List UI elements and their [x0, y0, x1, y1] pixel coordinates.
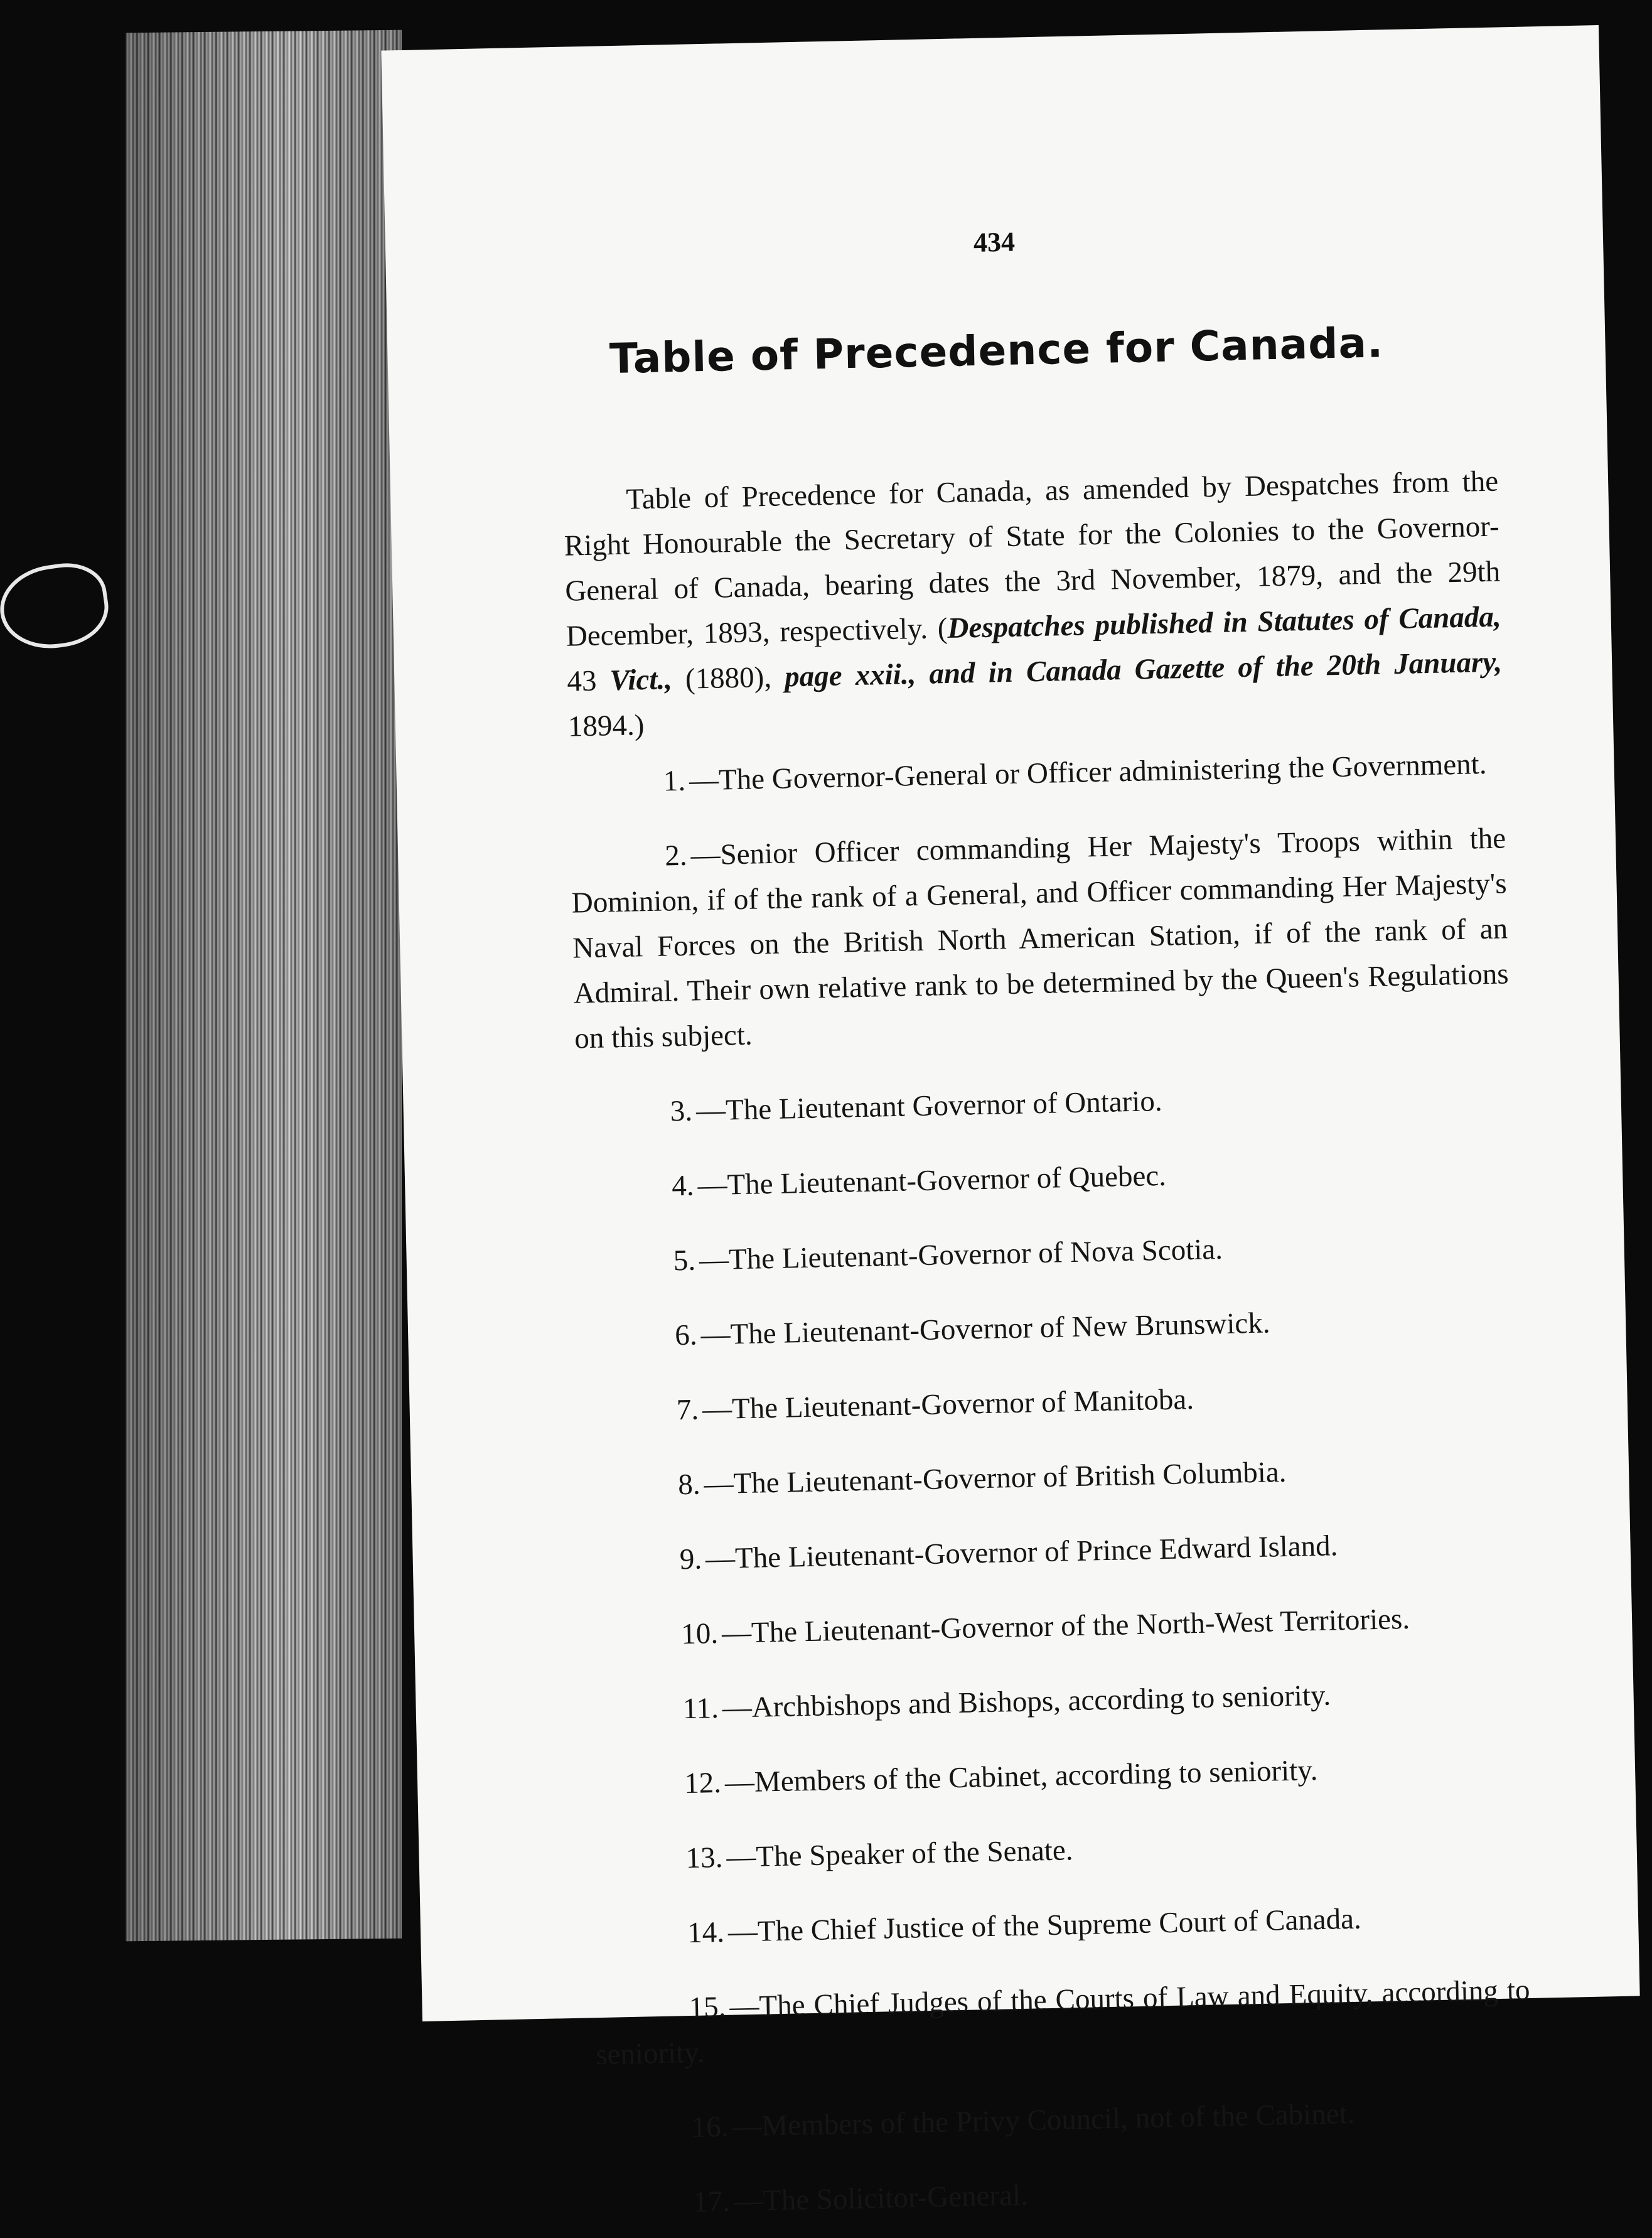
page-title: Table of Precedence for Canada.: [609, 318, 1384, 384]
entry-number: 6.: [674, 1318, 698, 1352]
preamble-paragraph: [563, 459, 1504, 750]
entry-number: 12.: [684, 1766, 722, 1800]
entry-number: 15.: [689, 1990, 727, 2025]
entry-text: —The Solicitor-General.: [733, 2178, 1029, 2218]
entry-number: 8.: [677, 1468, 701, 1502]
entry-text: —Archbishops and Bishops, according to seniority.: [722, 1679, 1331, 1724]
precedence-entry: [597, 2087, 1533, 2152]
entry-number: 3.: [670, 1094, 693, 1128]
preamble-ref-c: Vict.,: [609, 663, 673, 697]
entry-text: —The Lieutenant-Governor of Nova Scotia.: [699, 1233, 1223, 1277]
entry-number: 13.: [685, 1841, 724, 1875]
entry-number: 14.: [687, 1915, 725, 1950]
precedence-entry: [576, 1071, 1511, 1136]
precedence-entry: [581, 1295, 1516, 1360]
precedence-entry: [582, 1370, 1518, 1434]
precedence-entry: [593, 1893, 1529, 1957]
entry-text: —The Chief Judges of the Courts of Law and Equity, according to seniority.: [595, 1974, 1530, 2072]
preamble-ref-f: 1894.): [567, 709, 645, 743]
precedence-entry: [598, 2162, 1534, 2227]
entry-text: —The Lieutenant-Governor of New Brunswick.: [700, 1306, 1270, 1352]
book-page-edges: [126, 30, 402, 1942]
entry-text: —The Speaker of the Senate.: [726, 1834, 1073, 1874]
page-number: 434: [973, 226, 1016, 258]
precedence-entry: [590, 1743, 1526, 1808]
entry-text: —Members of the Privy Council, not of the Cabinet.: [731, 2097, 1355, 2143]
entry-number: 17.: [692, 2185, 731, 2219]
preamble-text: Table of Precedence for Canada, as amended by Despatches from the Right Honourable the Secretary of State for the Colonies to the Governor-General of Canada, bearing dates the 3rd November, 1879, and the 29th December, 1893, respectively. (: [564, 465, 1501, 653]
entry-number: 16.: [691, 2110, 729, 2144]
preamble-ref-e: page xxii., and in Canada Gazette of the 20th January,: [784, 645, 1503, 694]
entry-number: 7.: [676, 1393, 699, 1427]
entry-text: —The Lieutenant-Governor of Quebec.: [697, 1159, 1167, 1202]
precedence-entry: [591, 1818, 1527, 1883]
entry-text: —The Chief Justice of the Supreme Court of Canada.: [727, 1902, 1362, 1949]
precedence-entry: [577, 1146, 1513, 1210]
precedence-entry: [584, 1444, 1520, 1509]
entry-text: —The Lieutenant-Governor of British Columbia.: [703, 1455, 1287, 1501]
entry-text: —The Lieutenant-Governor of the North-West Territories.: [721, 1602, 1410, 1650]
entry-text: —The Lieutenant-Governor of Manitoba.: [702, 1383, 1194, 1426]
precedence-entry: [588, 1669, 1524, 1733]
precedence-list: [568, 711, 1535, 2234]
entry-text: —The Governor-General or Officer administering the Government.: [689, 748, 1487, 797]
entry-text: —The Lieutenant-Governor of Prince Edward Island.: [705, 1529, 1338, 1576]
preamble-ref-b: 43: [566, 664, 611, 698]
entry-number: 2.: [664, 839, 688, 873]
entry-text: —Members of the Cabinet, according to seniority.: [724, 1754, 1318, 1799]
precedence-entry: [585, 1519, 1521, 1584]
precedence-entry: [587, 1594, 1523, 1659]
precedence-entry: [569, 741, 1504, 805]
precedence-entry: [579, 1220, 1515, 1285]
entry-number: 11.: [682, 1691, 719, 1726]
entry-number: 4.: [671, 1169, 695, 1203]
preamble-ref-a: Despatches published in Statutes of Canada,: [947, 600, 1502, 645]
entry-text: —The Lieutenant Governor of Ontario.: [695, 1084, 1163, 1127]
book-clasp-ornament: [0, 558, 113, 655]
precedence-entry: [571, 815, 1510, 1061]
entry-number: 1.: [663, 764, 686, 798]
preamble-ref-d: (1880),: [672, 660, 785, 696]
precedence-entry: [594, 1967, 1531, 2077]
entry-number: 9.: [679, 1542, 702, 1576]
entry-number: 10.: [680, 1617, 719, 1651]
book-page: [381, 25, 1639, 2219]
entry-text: —Senior Officer commanding Her Majesty's Troops within the Dominion, if of the rank of a General, and Officer commanding Her Majesty's Naval Forces on the British North American Station, if of the rank of an Admiral. Their own relative rank to be determined by the Queen's Regulations on this subject.: [571, 822, 1510, 1055]
entry-number: 5.: [673, 1244, 696, 1278]
